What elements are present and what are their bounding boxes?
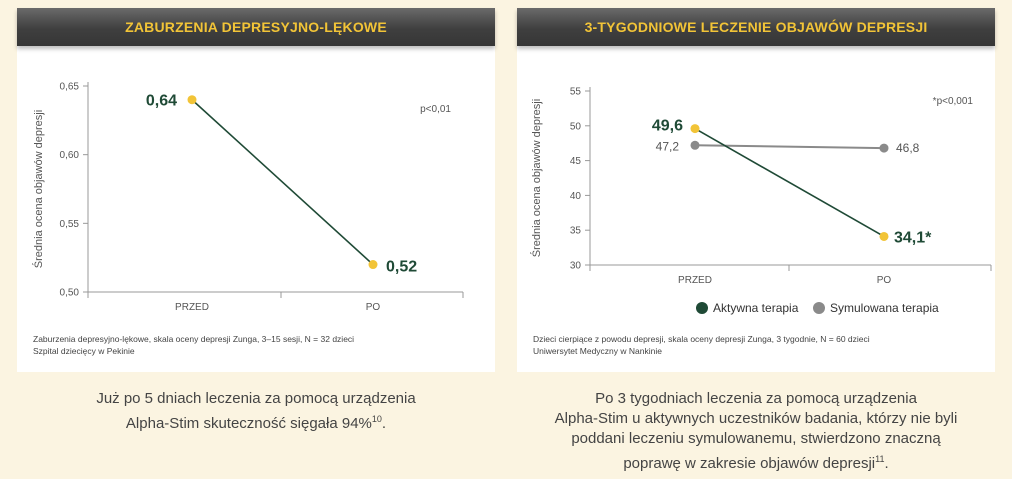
left-caption xyxy=(17,389,495,434)
left-footnote xyxy=(33,333,354,357)
y-axis-title: Średnia ocena objawów depresji xyxy=(531,98,543,258)
series-line-treatment xyxy=(192,100,373,265)
left-caption-line2-text: Alpha-Stim skuteczność sięgała 94% xyxy=(125,415,372,432)
data-label-active: 49,6 xyxy=(651,117,683,135)
left-chart-banner xyxy=(17,8,495,46)
right-caption-line1: Po 3 tygodniach leczenia za pomocą urządzenia xyxy=(595,390,917,407)
left-chart-panel xyxy=(17,8,495,372)
legend-marker-sham xyxy=(813,302,825,314)
left-chart xyxy=(17,46,495,316)
legend-label-active: Aktywna terapia xyxy=(713,301,799,315)
right-caption-line3: poddani leczeniu symulowanemu, stwierdzono znaczną xyxy=(571,430,941,447)
x-tick-label: PRZED xyxy=(678,275,712,286)
data-label-treatment: 0,52 xyxy=(386,258,418,276)
y-tick-label: 45 xyxy=(569,156,581,168)
right-caption-ref: 11 xyxy=(875,454,885,464)
data-label-sham: 46,8 xyxy=(896,141,920,156)
y-tick-label: 0,60 xyxy=(59,150,79,162)
right-chart-title: 3-TYGODNIOWE LECZENIE OBJAWÓW DEPRESJI xyxy=(584,19,928,35)
left-caption-line1: Już po 5 dniach leczenia za pomocą urządzenia xyxy=(96,390,416,407)
left-chart-title: ZABURZENIA DEPRESYJNO-LĘKOWE xyxy=(125,19,387,35)
right-chart-panel xyxy=(517,8,995,372)
significance-annotation: p<0,01 xyxy=(420,104,451,115)
data-point-treatment xyxy=(188,95,197,104)
y-tick-label: 50 xyxy=(569,121,581,133)
right-chart-banner xyxy=(517,8,995,46)
data-point-active xyxy=(880,232,889,241)
data-point-sham xyxy=(691,141,700,150)
data-point-active xyxy=(691,124,700,133)
right-footnote-line2: Uniwersytet Medyczny w Nankinie xyxy=(533,346,662,356)
series-line-sham xyxy=(695,145,884,148)
data-point-sham xyxy=(880,144,889,153)
left-caption-ref: 10 xyxy=(371,414,382,424)
y-tick-label: 0,50 xyxy=(59,287,79,299)
significance-annotation: *p<0,001 xyxy=(932,96,973,107)
y-axis-title: Średnia ocena objawów depresji xyxy=(33,109,45,269)
right-footnote-line1: Dzieci cierpiące z powodu depresji, skala oceny depresji Zunga, 3 tygodnie, N = 60 dzieci xyxy=(533,334,870,344)
data-label-sham: 47,2 xyxy=(655,139,679,154)
legend-label-sham: Symulowana terapia xyxy=(830,301,939,315)
data-label-treatment: 0,64 xyxy=(145,92,177,110)
y-tick-label: 0,65 xyxy=(59,81,79,93)
legend-marker-active xyxy=(696,302,708,314)
right-caption-end: . xyxy=(884,455,889,472)
left-caption-end: . xyxy=(381,415,387,432)
right-footnote xyxy=(533,333,870,357)
y-tick-label: 0,55 xyxy=(59,218,79,230)
right-chart xyxy=(517,46,995,326)
data-point-treatment xyxy=(369,260,378,269)
y-tick-label: 35 xyxy=(569,225,581,237)
series-line-active xyxy=(695,129,884,237)
data-label-active: 34,1* xyxy=(894,229,932,247)
x-tick-label: PRZED xyxy=(175,302,209,313)
right-caption xyxy=(517,389,995,474)
left-footnote-line1: Zaburzenia depresyjno-lękowe, skala oceny depresji Zunga, 3–15 sesji, N = 32 dzieci xyxy=(33,334,355,344)
left-footnote-line2: Szpital dziecięcy w Pekinie xyxy=(33,346,135,356)
x-tick-label: PO xyxy=(365,302,381,313)
right-caption-line2: Alpha-Stim u aktywnych uczestników badania, którzy nie byli xyxy=(554,410,958,427)
y-tick-label: 40 xyxy=(569,190,581,202)
y-tick-label: 30 xyxy=(569,260,581,272)
x-tick-label: PO xyxy=(876,275,892,286)
right-caption-line4-text: poprawę w zakresie objawów depresji xyxy=(623,455,876,472)
left-caption-line2 xyxy=(17,409,495,434)
y-tick-label: 55 xyxy=(569,86,581,98)
right-caption-line4 xyxy=(517,449,995,474)
